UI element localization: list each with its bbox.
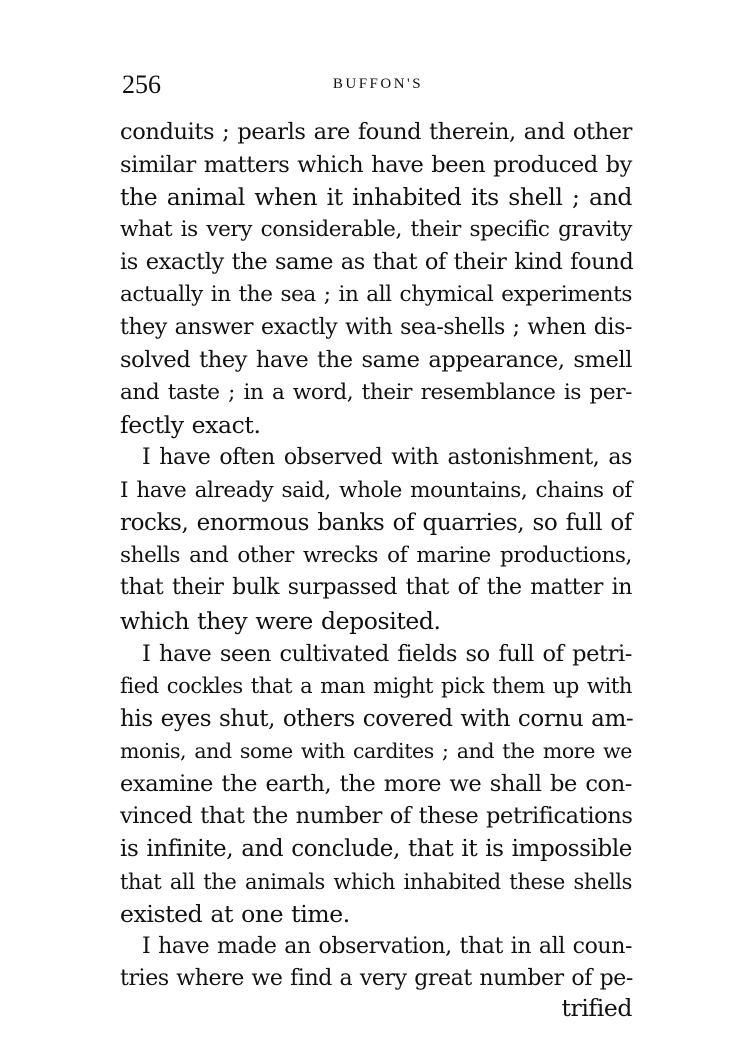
text-line: that their bulk surpassed that of the matter in [120,575,632,601]
text-line: his eyes shut, others covered with cornu am- [120,705,634,732]
text-line: monis, and some with cardites ; and the more we [120,739,632,764]
catchword: trified [561,994,632,1022]
paragraph [120,116,632,442]
text-line: similar matters which have been produced by [120,151,632,178]
text-line: shells and other wrecks of marine productions, [120,542,632,568]
text-line: fied cockles that a man might pick them up with [120,674,632,699]
text-line: existed at one time. [120,900,350,929]
text-line: and taste ; in a word, their resemblance is per- [120,379,632,405]
text-line: they answer exactly with sea-shells ; when dis- [120,314,632,340]
paragraph [120,442,632,638]
text-line: actually in the sea ; in all chymical experiments [120,281,632,307]
running-title: BUFFON'S [332,76,424,92]
text-line: what is very considerable, their specific gravity [120,216,632,242]
text-line: solved they have the same appearance, smell [120,347,632,374]
text-line: fectly exact. [120,411,261,440]
paragraph [120,638,632,931]
body-text [120,116,632,996]
running-head [122,66,634,106]
text-line: which they were deposited. [120,606,441,635]
text-line: I have already said, whole mountains, chains of [120,477,632,503]
text-line: examine the earth, the more we shall be con- [120,770,632,797]
text-line: the animal when it inhabited its shell ; and [120,183,632,212]
text-line: vinced that the number of these petrifications [120,803,633,830]
text-line: conduits ; pearls are found therein, and other [120,119,632,145]
text-line: tries where we find a very great number of pe- [120,966,633,992]
text-line: is infinite, and conclude, that it is impossible [120,836,632,863]
text-line: that all the animals which inhabited these shells [120,869,632,894]
text-line: I have seen cultivated fields so full of petri- [142,640,632,667]
text-line: is exactly the same as that of their kind found [120,249,634,276]
text-line: rocks, enormous banks of quarries, so full of [120,510,632,537]
paragraph [120,931,632,996]
text-line: I have often observed with astonishment, as [142,444,632,470]
text-line: I have made an observation, that in all coun- [142,933,632,959]
page-number: 256 [122,70,161,99]
